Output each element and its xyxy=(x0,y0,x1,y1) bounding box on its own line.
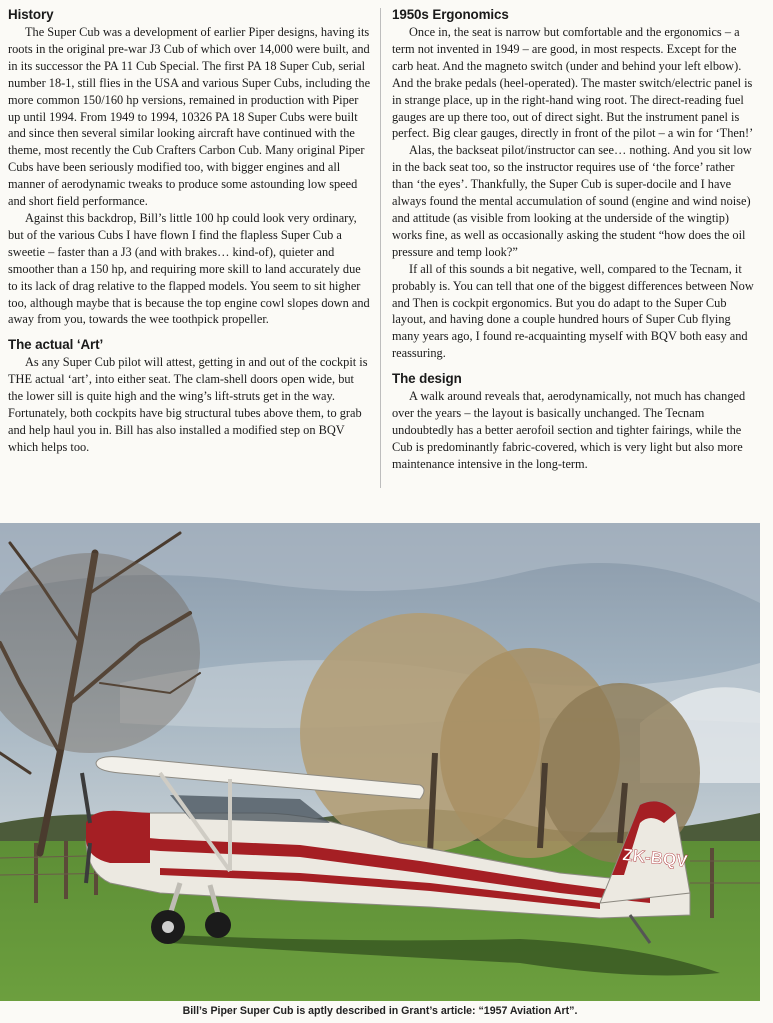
right-column xyxy=(392,6,758,488)
actual-art-paragraph-1: As any Super Cub pilot will attest, getting in and out of the cockpit is THE actual ‘art’, into either seat. The clam-shell doors open wide, but the lower sill is quite high and the wing’s lift-struts get in the way. Fortunately, both cockpits have big structural tubes above them, to grab and help haul you in. Bill has also installed a modified step on BQV which helps too. xyxy=(8,355,368,454)
ergonomics-paragraph-3: If all of this sounds a bit negative, well, compared to the Tecnam, it probably is. You can tell that one of the biggest differences between Now and Then is cockpit ergonomics. But you do adapt to the Super Cub layout, and having done a couple hundred hours of Super Cub flying many years ago, I found re-acquainting myself with BQV both easy and reassuring. xyxy=(392,261,754,361)
ergonomics-paragraph-1: Once in, the seat is narrow but comfortable and the ergonomics – a term not invented in 1949 – are good, in most respects. Except for the carb heat. And the magneto switch (under and behind your left elbow). And the brake pedals (heel-operated). The master switch/electric panel is in strange place, up in the right-hand wing root. The direct-reading fuel gauges are up there too, out of direct sight. But the instrument panel is perfect. Big clear gauges, directly in front of the pilot – a win for ‘Then!’ xyxy=(392,25,754,141)
history-paragraph-1: The Super Cub was a development of earlier Piper designs, having its roots in the original pre-war J3 Cub of which over 14,000 were built, and in its successor the PA 11 Cub Special. The first PA 18 Super Cub, serial number 18-1, still flies in the USA and various Super Cubs, including the more common 150/160 hp versions, remained in production with Piper up until 1994. From 1949 to 1994, 10326 PA 18 Super Cubs were built and since then several similar looking aircraft have continued with the theme, most recently the Cub Crafters Carbon Cub. Many original Piper Cubs have been seriously modified too, with bigger engines and all manner of aerodynamic tweaks to produce some astounding low speed and short field performance. xyxy=(8,25,371,209)
history-paragraph-2: Against this backdrop, Bill’s little 100 hp could look very ordinary, but of the various Cubs I have flown I find the flapless Super Cub a sweetie – faster than a J3 (and with brakes… kind-of), quieter and smoother than a 150 hp, and requiring more skill to land accurately due to its lack of drag relative to the flapped models. You seem to sit higher too, although maybe that is because the top engine cowl slopes down and away from you, towards the wee toothpick propeller. xyxy=(8,210,370,327)
actual-art-heading: The actual ‘Art’ xyxy=(8,337,104,353)
column-divider xyxy=(380,8,381,488)
left-column xyxy=(8,6,372,488)
cowling xyxy=(86,811,150,863)
ergonomics-paragraph-2: Alas, the backseat pilot/instructor can see… nothing. And you sit low in the back seat too, so the instructor requires use of ‘the force’ rather than ‘the eyes’. Thankfully, the Super Cub is super-docile and I have always found the mental accumulation of sound (engine and wind noise) and attitude (as visible from looking at the underside of the wingtip) works fine, as well as occasionally asking the student “how does the oil pressure and temp look?” xyxy=(392,143,752,259)
design-paragraph-1: A walk around reveals that, aerodynamically, not much has changed over the years – the layout is basically unchanged. The Tecnam undoubtedly has a better aerofoil section and tighter fairings, while the Cub is predominantly fabric-covered, which is very light but also more maintenance intensive in the long-term. xyxy=(392,389,746,471)
super-cub-photo xyxy=(0,523,760,1001)
super-cub-illustration xyxy=(0,523,760,1001)
history-heading: History xyxy=(8,7,54,22)
photo-caption: Bill’s Piper Super Cub is aptly described in Grant’s article: “1957 Aviation Art”. xyxy=(182,1005,578,1017)
ergonomics-heading: 1950s Ergonomics xyxy=(392,7,509,22)
design-heading: The design xyxy=(392,371,462,387)
registration-text: ZK-BQV xyxy=(621,845,689,871)
article-columns xyxy=(8,6,765,488)
